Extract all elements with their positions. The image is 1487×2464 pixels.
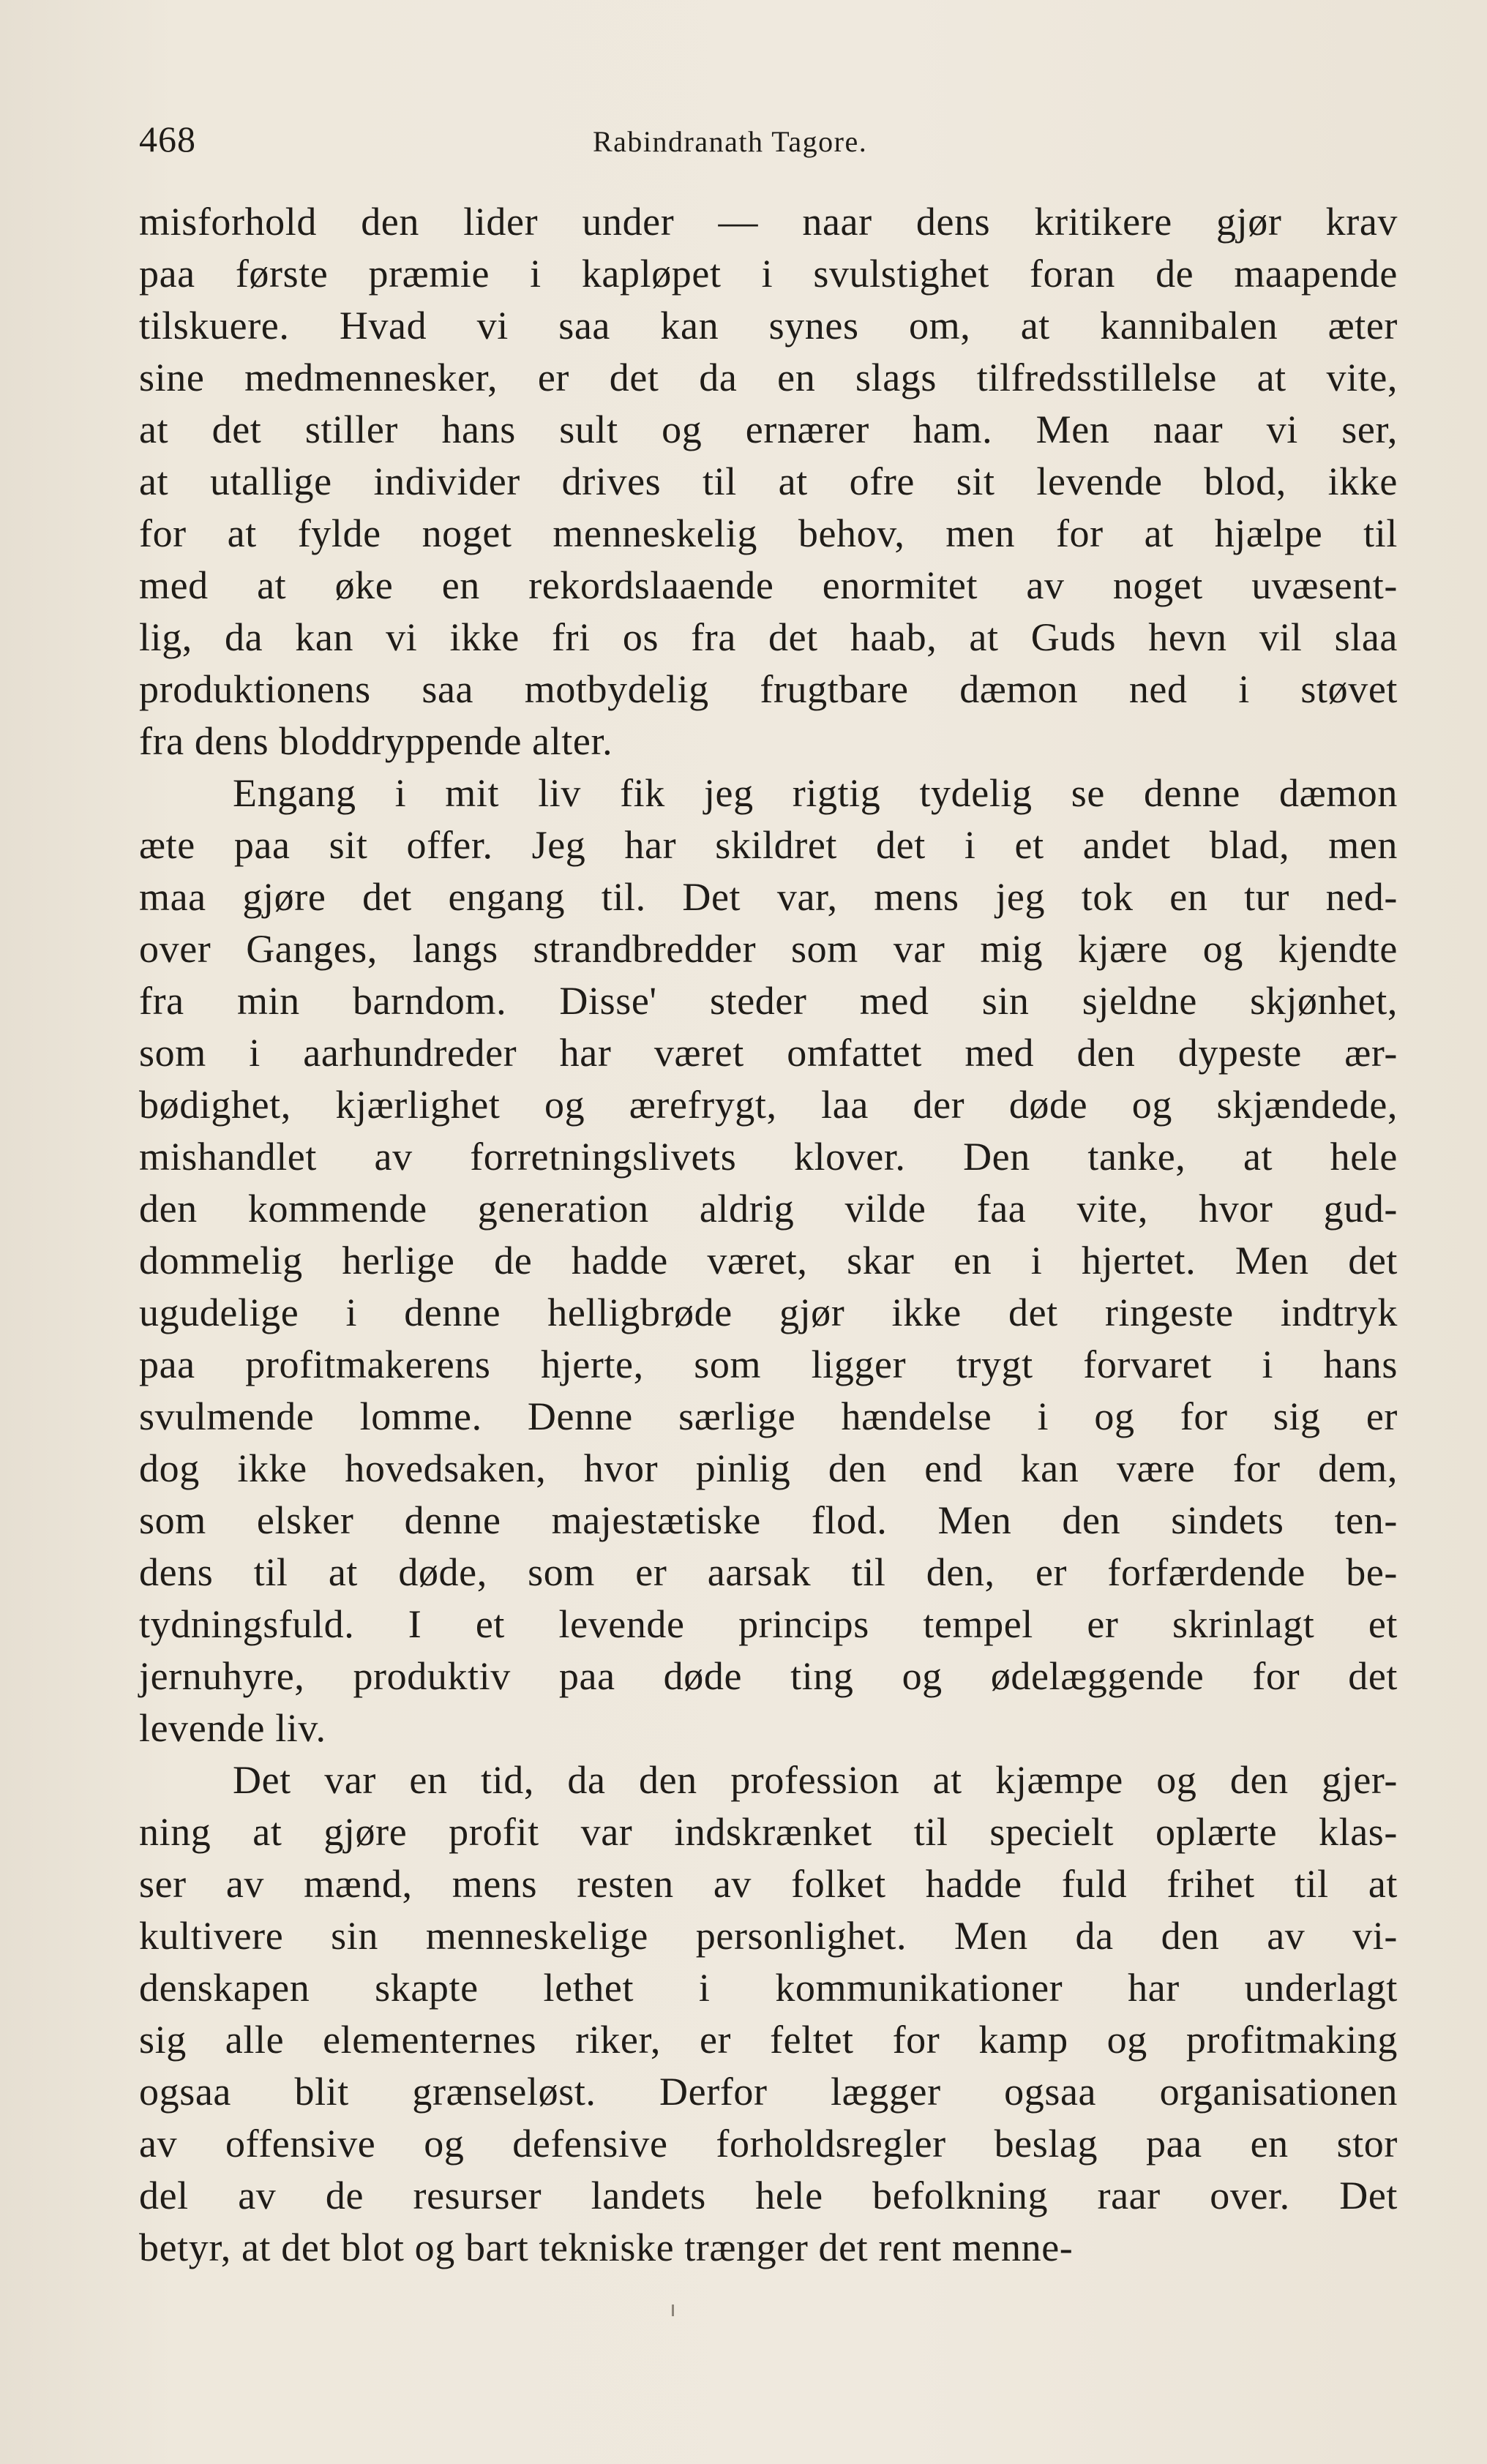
text-line: denskapen skapte lethet i kommunikationer har underlagt	[139, 1966, 1398, 2010]
text-line: kultivere sin menneskelige personlighet. Men da den av vi-	[139, 1914, 1398, 1958]
text-line: levende liv.	[139, 1706, 326, 1750]
text-line: ning at gjøre profit var indskrænket til specielt oplærte klas-	[139, 1810, 1398, 1854]
text-line: dens til at døde, som er aarsak til den, er forfærdende be-	[139, 1550, 1398, 1594]
text-line: med at øke en rekordslaaende enormitet av noget uvæsent-	[139, 563, 1398, 607]
text-line: Det var en tid, da den profession at kjæmpe og den gjer-	[233, 1758, 1398, 1802]
text-line: for at fylde noget menneskelig behov, men for at hjælpe til	[139, 511, 1398, 555]
text-line: ser av mænd, mens resten av folket hadde fuld frihet til at	[139, 1862, 1398, 1906]
text-line: den kommende generation aldrig vilde faa vite, hvor gud-	[139, 1187, 1398, 1231]
text-line: av offensive og defensive forholdsregler beslag paa en stor	[139, 2122, 1398, 2166]
page-number: 468	[139, 119, 196, 159]
text-line: misforhold den lider under — naar dens kritikere gjør krav	[139, 200, 1398, 244]
text-line: betyr, at det blot og bart tekniske trænger det rent menne-	[139, 2226, 1074, 2269]
text-line: æte paa sit offer. Jeg har skildret det i et andet blad, men	[139, 823, 1398, 867]
text-line: sine medmennesker, er det da en slags tilfredsstillelse at vite,	[139, 356, 1398, 399]
text-line: del av de resurser landets hele befolkning raar over. Det	[139, 2174, 1398, 2217]
text-line: Engang i mit liv fik jeg rigtig tydelig se denne dæmon	[233, 771, 1398, 815]
text-line: lig, da kan vi ikke fri os fra det haab, at Guds hevn vil slaa	[139, 615, 1398, 659]
print-speck	[672, 2305, 674, 2316]
running-head: Rabindranath Tagore.	[593, 125, 868, 158]
text-line: produktionens saa motbydelig frugtbare dæmon ned i støvet	[139, 667, 1398, 711]
text-line: at det stiller hans sult og ernærer ham. Men naar vi ser,	[139, 407, 1398, 451]
paragraph	[139, 767, 1398, 1754]
text-line: sig alle elementernes riker, er feltet for kamp og profitmaking	[139, 2018, 1398, 2062]
text-line: mishandlet av forretningslivets klover. Den tanke, at hele	[139, 1135, 1398, 1179]
text-line: som i aarhundreder har været omfattet med den dypeste ær-	[139, 1031, 1398, 1075]
text-line: dommelig herlige de hadde været, skar en i hjertet. Men det	[139, 1239, 1398, 1282]
body-text	[139, 196, 1398, 2274]
text-line: maa gjøre det engang til. Det var, mens jeg tok en tur ned-	[139, 875, 1398, 919]
text-line: ogsaa blit grænseløst. Derfor lægger ogsaa organisationen	[139, 2070, 1398, 2114]
text-line: paa første præmie i kapløpet i svulstighet foran de maapende	[139, 252, 1398, 296]
paragraph	[139, 1754, 1398, 2274]
paragraph	[139, 196, 1398, 767]
text-line: som elsker denne majestætiske flod. Men den sindets ten-	[139, 1498, 1398, 1542]
text-line: svulmende lomme. Denne særlige hændelse i og for sig er	[139, 1394, 1398, 1438]
text-line: bødighet, kjærlighet og ærefrygt, laa der døde og skjændede,	[139, 1083, 1398, 1127]
text-line: over Ganges, langs strandbredder som var mig kjære og kjendte	[139, 927, 1398, 971]
text-line: at utallige individer drives til at ofre sit levende blod, ikke	[139, 459, 1398, 503]
text-line: dog ikke hovedsaken, hvor pinlig den end kan være for dem,	[139, 1446, 1398, 1490]
text-line: fra dens bloddryppende alter.	[139, 719, 613, 763]
page-header	[139, 110, 1398, 168]
text-line: tilskuere. Hvad vi saa kan synes om, at kannibalen æter	[139, 304, 1398, 348]
text-line: fra min barndom. Disse' steder med sin sjeldne skjønhet,	[139, 979, 1398, 1023]
text-line: paa profitmakerens hjerte, som ligger trygt forvaret i hans	[139, 1342, 1398, 1386]
text-line: jernuhyre, produktiv paa døde ting og ødelæggende for det	[139, 1654, 1398, 1698]
text-line: tydningsfuld. I et levende princips tempel er skrinlagt et	[139, 1602, 1398, 1646]
text-line: ugudelige i denne helligbrøde gjør ikke det ringeste indtryk	[139, 1291, 1398, 1334]
